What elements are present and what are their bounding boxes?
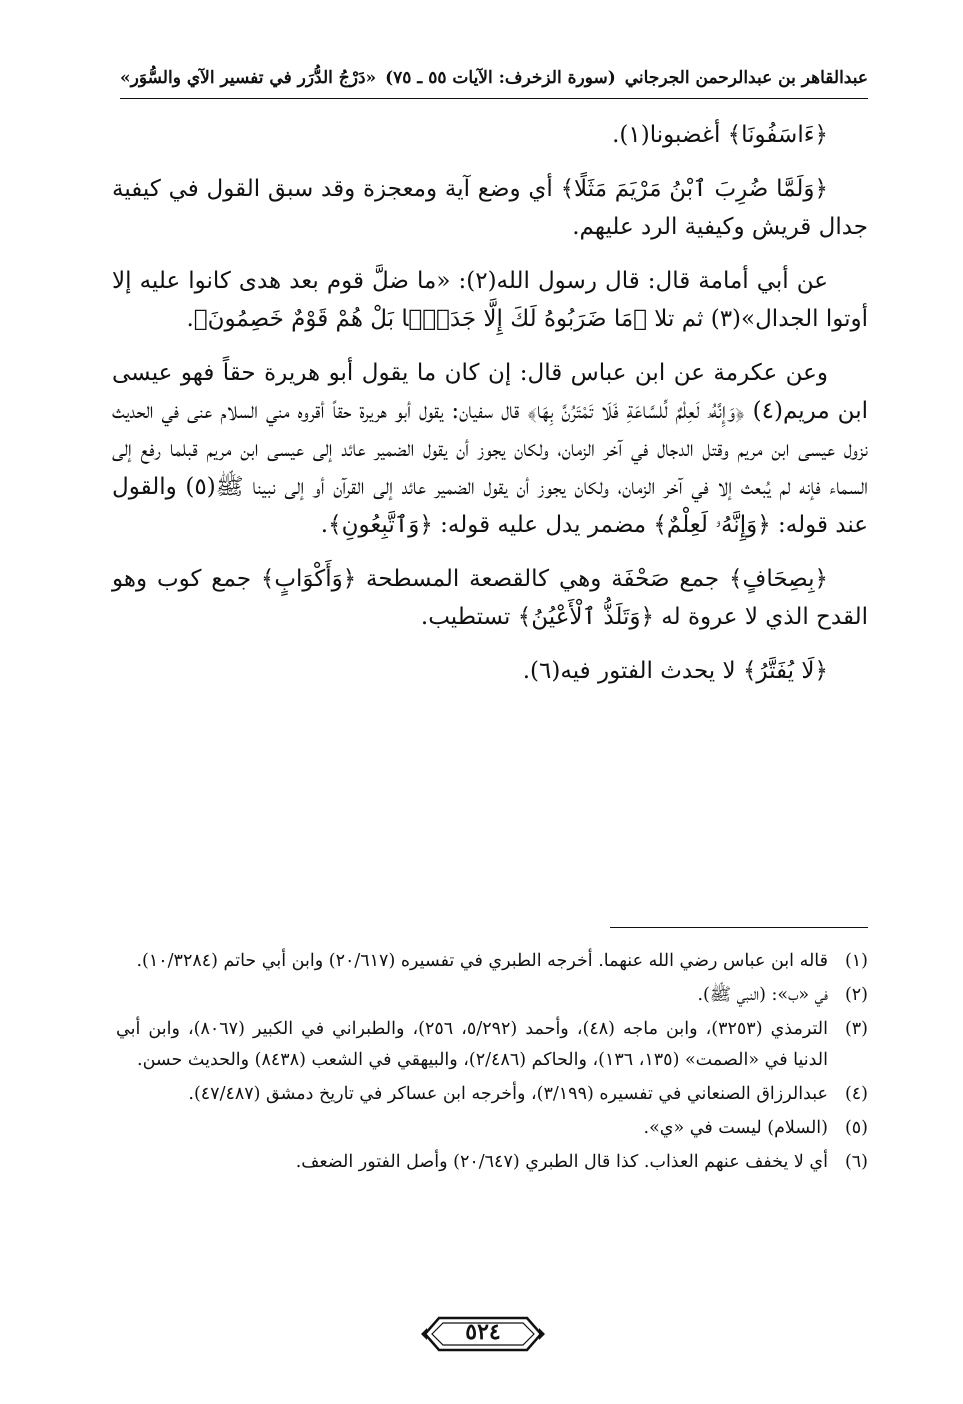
- footnote-number: (٥): [844, 1118, 868, 1138]
- page-number-ornament: [421, 1312, 545, 1356]
- footnotes: [116, 946, 868, 1181]
- page-number: ٥٢٤: [465, 1319, 501, 1345]
- footnote-text: في «ب»: (النبي ﷺ).: [697, 985, 828, 1005]
- footnote: [116, 1014, 868, 1076]
- paragraph-4: وعن عكرمة عن ابن عباس قال: إن كان ما يقول أبو هريرة حقاً فهو عيسى ابن مريم(٤) ﴿وَإِنَّهُۥ لَعِلْمٌ لِّلسَّاعَةِ فَلَا تَمْتَرُنَّ بِهَا﴾ قال سفيان: يقول أبو هريرة حقاً أقروه مني السلام عنى في الحديث نزول عيسى ابن مريم وقتل الدجال في آخر الزمان، ولكان يجوز أن يقول الضمير عائد إلى عيسى ابن مريم قبلما رفع إلى السماء فإنه لم يُبعث إلا في آخر الزمان، ولكان يجوز أن يقول الضمير عائد إلى القرآن أو إلى نبينا ﷺ(٥) والقول عند قوله: ﴿وَإِنَّهُۥ لَعِلْمٌ﴾ مضمر يدل عليه قوله: ﴿وَٱتَّبِعُونِ﴾.: [112, 360, 868, 538]
- footnote: [116, 1147, 868, 1178]
- header-divider: [120, 98, 868, 99]
- footnote: [116, 980, 868, 1011]
- footnote-number: (٤): [844, 1084, 868, 1104]
- footnote-divider: [610, 927, 868, 928]
- footnote-text: أي لا يخفف عنهم العذاب. كذا قال الطبري (٢٠/٦٤٧) وأصل الفتور الضعف.: [295, 1152, 828, 1172]
- paragraph-1: ﴿ءَاسَفُونَا﴾ أغضبونا(١).: [612, 122, 828, 148]
- paragraph-6: ﴿لَا يُفَتَّرُ﴾ لا يحدث الفتور فيه(٦).: [522, 658, 828, 684]
- footnote-text: (السلام) ليست في «ي».: [643, 1118, 828, 1138]
- header-author: عبدالقاهر بن عبدالرحمن الجرجاني: [624, 68, 868, 88]
- footnote-number: (٢): [844, 985, 868, 1005]
- main-text: [112, 116, 868, 706]
- footnote-text: عبدالرزاق الصنعاني في تفسيره (٣/١٩٩)، وأخرجه ابن عساكر في تاريخ دمشق (٤٧/٤٨٧).: [188, 1084, 828, 1104]
- footnote-number: (٦): [844, 1152, 868, 1172]
- footnote: [116, 946, 868, 977]
- header-book-title: «دَرْجُ الدُّرَر في تفسير الآي والسُّوَر»: [120, 68, 377, 88]
- footnote-text: الترمذي (٣٢٥٣)، وابن ماجه (٤٨)، وأحمد (٥/٢٩٢، ٢٥٦)، والطبراني في الكبير (٨٠٦٧)، وابن أبي الدنيا في «الصمت» (١٣٥، ١٣٦)، والحاكم (٢/٤٨٦)، والبيهقي في الشعب (٨٤٣٨) والحديث حسن.: [116, 1019, 828, 1070]
- footnote-number: (١): [844, 951, 868, 971]
- footnote-number: (٣): [844, 1019, 868, 1039]
- footnote: [116, 1079, 868, 1110]
- paragraph-2: ﴿وَلَمَّا ضُرِبَ ٱبْنُ مَرْيَمَ مَثَلًا﴾ أي وضع آية ومعجزة وقد سبق القول في كيفية جدال قريش وكيفية الرد عليهم.: [112, 176, 868, 240]
- footnote: [116, 1113, 868, 1144]
- footnote-text: قاله ابن عباس رضي الله عنهما. أخرجه الطبري في تفسيره (٢٠/٦١٧) وابن أبي حاتم (١٠/٣٢٨٤).: [136, 951, 828, 971]
- paragraph-5: ﴿بِصِحَافٍ﴾ جمع صَحْفَة وهي كالقصعة المسطحة ﴿وَأَكْوَابٍ﴾ جمع كوب وهو القدح الذي لا عروة له ﴿وَتَلَذُّ ٱلْأَعْيُنُ﴾ تستطيب.: [112, 566, 868, 630]
- paragraph-3: عن أبي أمامة قال: قال رسول الله(٢): «ما ضلَّ قوم بعد هدى كانوا عليه إلا أوتوا الجدال»(٣) ثم تلا ﴿مَا ضَرَبُوهُ لَكَ إِلَّا جَدَلًۢا بَلْ هُمْ قَوْمٌ خَصِمُونَ﴾.: [112, 268, 868, 332]
- header-section: (سورة الزخرف: الآيات ٥٥ ـ ٧٥): [385, 68, 616, 88]
- running-header: [120, 58, 868, 98]
